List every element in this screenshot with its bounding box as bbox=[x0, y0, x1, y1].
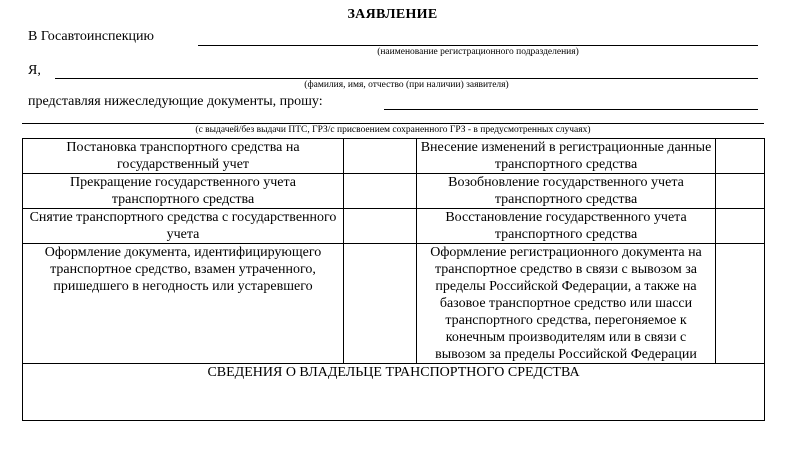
option-export-document: Оформление регистрационного документа на транспортное средство в связи с вывозом за пределы Российской Федерации, а также на базовое транспортное средство или шасси транспортного средства, перегоняемое к конечным производителям или в связи с вывозом за пределы Российской Федерации bbox=[417, 244, 716, 364]
authority-label: В Госавтоинспекцию bbox=[28, 29, 154, 44]
applicant-label: Я, bbox=[28, 63, 41, 78]
option-changes: Внесение изменений в регистрационные данные транспортного средства bbox=[417, 139, 716, 174]
option-restoration-checkbox[interactable] bbox=[716, 209, 765, 244]
option-removal: Снятие транспортного средства с государственного учета bbox=[23, 209, 344, 244]
authority-hint: (наименование регистрационного подразделения) bbox=[377, 47, 579, 57]
option-resumption-checkbox[interactable] bbox=[716, 174, 765, 209]
option-registration-checkbox[interactable] bbox=[344, 139, 417, 174]
owner-section-row bbox=[23, 364, 765, 421]
option-removal-checkbox[interactable] bbox=[344, 209, 417, 244]
application-options-table bbox=[22, 138, 765, 421]
option-replacement-document-checkbox[interactable] bbox=[344, 244, 417, 364]
owner-section-heading: СВЕДЕНИЯ О ВЛАДЕЛЬЦЕ ТРАНСПОРТНОГО СРЕДСТВА bbox=[23, 364, 765, 421]
documents-field-line-2[interactable] bbox=[22, 123, 764, 124]
table-row bbox=[23, 244, 765, 364]
document-title: ЗАЯВЛЕНИЕ bbox=[347, 7, 438, 22]
option-resumption: Возобновление государственного учета транспортного средства bbox=[417, 174, 716, 209]
option-termination-checkbox[interactable] bbox=[344, 174, 417, 209]
table-row bbox=[23, 209, 765, 244]
option-replacement-document: Оформление документа, идентифицирующего транспортное средство, взамен утраченного, пришедшего в негодность или устаревшего bbox=[23, 244, 344, 364]
applicant-field[interactable] bbox=[55, 78, 758, 79]
options-hint: (с выдачей/без выдачи ПТС, ГРЗ/с присвоением сохраненного ГРЗ - в предусмотренных случаях) bbox=[195, 125, 591, 135]
documents-field-line[interactable] bbox=[384, 109, 758, 110]
option-changes-checkbox[interactable] bbox=[716, 139, 765, 174]
table-row bbox=[23, 139, 765, 174]
option-export-document-checkbox[interactable] bbox=[716, 244, 765, 364]
option-termination: Прекращение государственного учета транспортного средства bbox=[23, 174, 344, 209]
option-restoration: Восстановление государственного учета транспортного средства bbox=[417, 209, 716, 244]
table-row bbox=[23, 174, 765, 209]
documents-label: представляя нижеследующие документы, прошу: bbox=[28, 94, 323, 109]
applicant-hint: (фамилия, имя, отчество (при наличии) заявителя) bbox=[304, 80, 509, 90]
option-registration: Постановка транспортного средства на государственный учет bbox=[23, 139, 344, 174]
authority-field[interactable] bbox=[198, 45, 758, 46]
